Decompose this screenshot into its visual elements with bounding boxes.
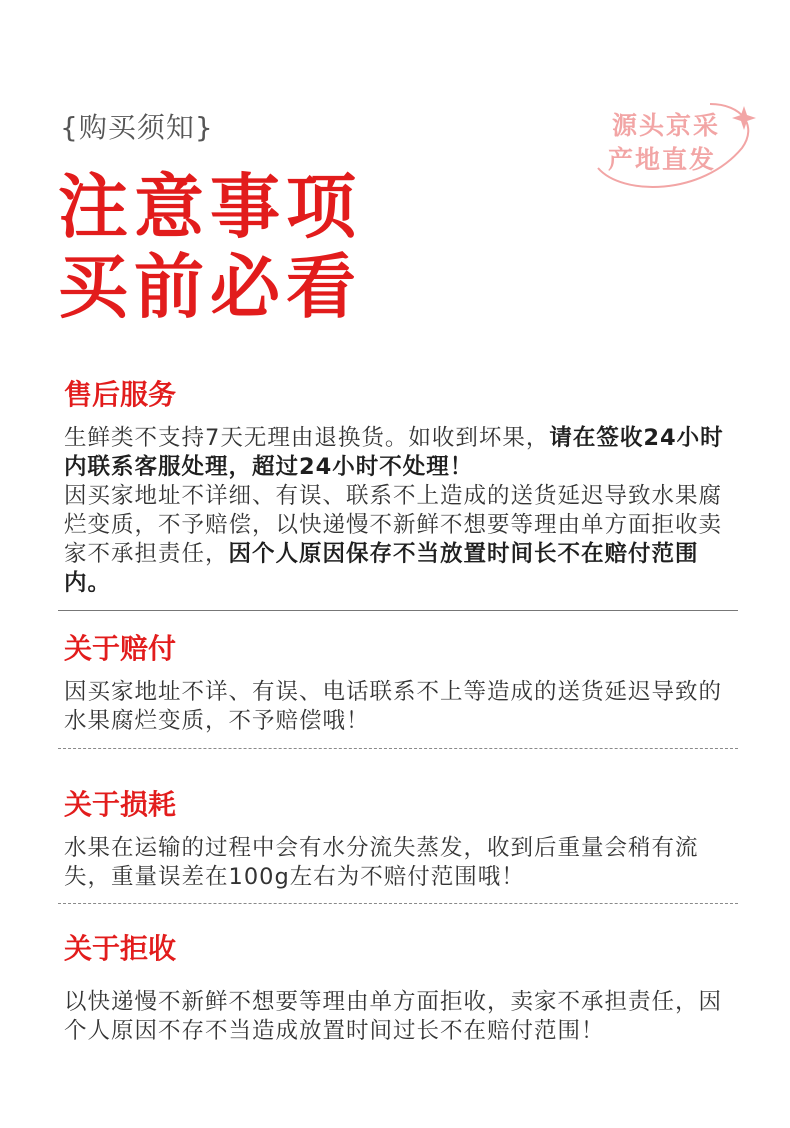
section-compensation xyxy=(64,632,740,736)
stamp-text-line1: 源头京采 xyxy=(612,111,721,140)
section-body xyxy=(64,424,740,598)
section-title: 售后服务 xyxy=(64,378,177,411)
section-body: 以快递慢不新鲜不想要等理由单方面拒收，卖家不承担责任，因个人原因不存不当造成放置时间过长不在赔付范围！ xyxy=(64,988,723,1044)
dashed-divider xyxy=(58,748,738,749)
dashed-divider xyxy=(58,903,738,904)
body-text: 生鲜类不支持7天无理由退换货。如收到坏果， xyxy=(64,424,550,451)
origin-stamp xyxy=(592,96,762,196)
stamp-text-line2: 产地直发 xyxy=(608,145,717,174)
eyebrow-label: {购买须知} xyxy=(60,111,214,144)
section-title: 关于拒收 xyxy=(64,932,177,965)
headline-line2: 买前必看 xyxy=(58,246,362,328)
headline-line1: 注意事项 xyxy=(58,166,362,248)
section-weight-loss xyxy=(64,788,740,892)
section-after-sales xyxy=(64,378,740,598)
body-emphasis: 因个人原因保存不当放置时间长不在赔付范围内。 xyxy=(64,540,699,596)
body-text: 因买家地址不详细、有误、联系不上造成的送货延迟导致水果腐烂变质，不予赔偿，以快递慢不新鲜不想要等理由单方面拒收卖家不承担责任， xyxy=(64,482,723,567)
section-rejection xyxy=(64,932,740,1046)
body-emphasis: 请在签收24小时内联系客服处理，超过24小时不处理！ xyxy=(64,424,724,480)
section-body: 水果在运输的过程中会有水分流失蒸发，收到后重量会稍有流失，重量误差在100g左右为不赔付范围哦！ xyxy=(64,834,699,890)
section-body: 因买家地址不详、有误、电话联系不上等造成的送货延迟导致的水果腐烂变质，不予赔偿哦！ xyxy=(64,678,723,734)
section-divider xyxy=(58,610,738,611)
section-title: 关于损耗 xyxy=(64,788,177,821)
section-title: 关于赔付 xyxy=(64,632,177,665)
